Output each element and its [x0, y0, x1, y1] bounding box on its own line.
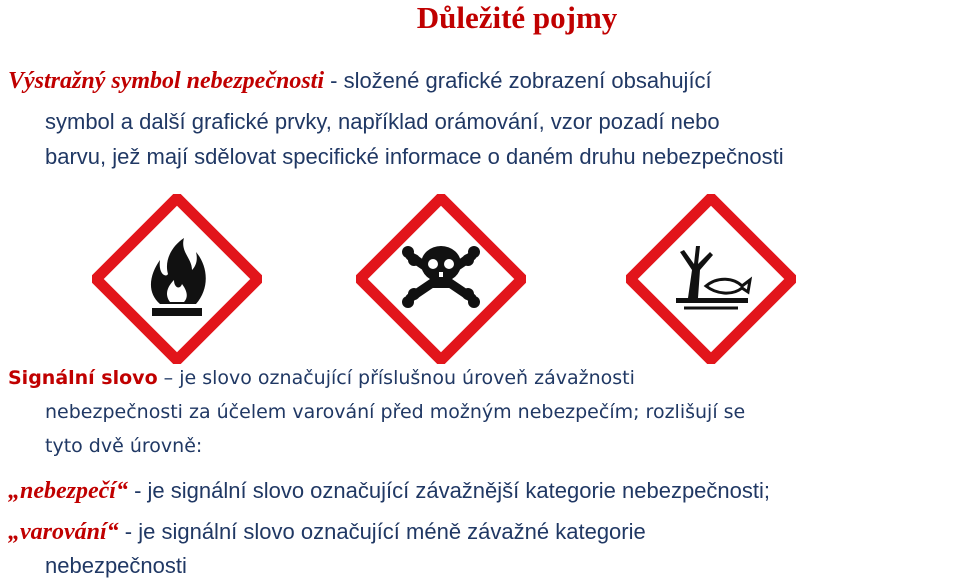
symbol-line1: složené grafické zobrazení obsahující — [343, 68, 712, 93]
symbol-definition-line1 — [8, 67, 712, 95]
level-item-nebezpeci — [8, 477, 770, 505]
level-description-cont: nebezpečnosti — [45, 553, 187, 578]
signal-line1: je slovo označující příslušnou úroveň závažnosti — [179, 367, 635, 389]
symbol-term: Výstražný symbol nebezpečnosti — [8, 68, 324, 94]
skull-crossbones-icon — [356, 194, 526, 364]
symbol-line3: barvu, jež mají sdělovat specifické informace o daném druhu nebezpečnosti — [45, 144, 784, 169]
signal-separator: – — [157, 367, 180, 389]
level-word: varování — [20, 519, 107, 545]
signal-definition-line1 — [8, 366, 635, 390]
environment-icon — [626, 194, 796, 364]
level-quote-close: “ — [106, 519, 119, 545]
symbol-line2: symbol a další grafické prvky, například orámování, vzor pozadí nebo — [45, 109, 720, 134]
signal-term: Signální slovo — [8, 367, 158, 389]
signal-line2: nebezpečnosti za účelem varování před možným nebezpečím; rozlišují se — [45, 401, 746, 423]
level-item-varovani — [8, 518, 646, 546]
level-quote-close: “ — [115, 478, 128, 504]
level-description: - je signální slovo označující méně závažné kategorie — [118, 519, 646, 544]
level-description: - je signální slovo označující závažnější kategorie nebezpečnosti; — [127, 478, 770, 503]
level-quote-open: „ — [8, 519, 20, 545]
level-quote-open: „ — [8, 478, 20, 504]
symbol-separator: - — [324, 68, 344, 93]
level-word: nebezpečí — [20, 478, 116, 504]
flame-icon — [92, 194, 262, 364]
page-title: Důležité pojmy — [416, 0, 618, 35]
signal-line3: tyto dvě úrovně: — [45, 435, 203, 457]
